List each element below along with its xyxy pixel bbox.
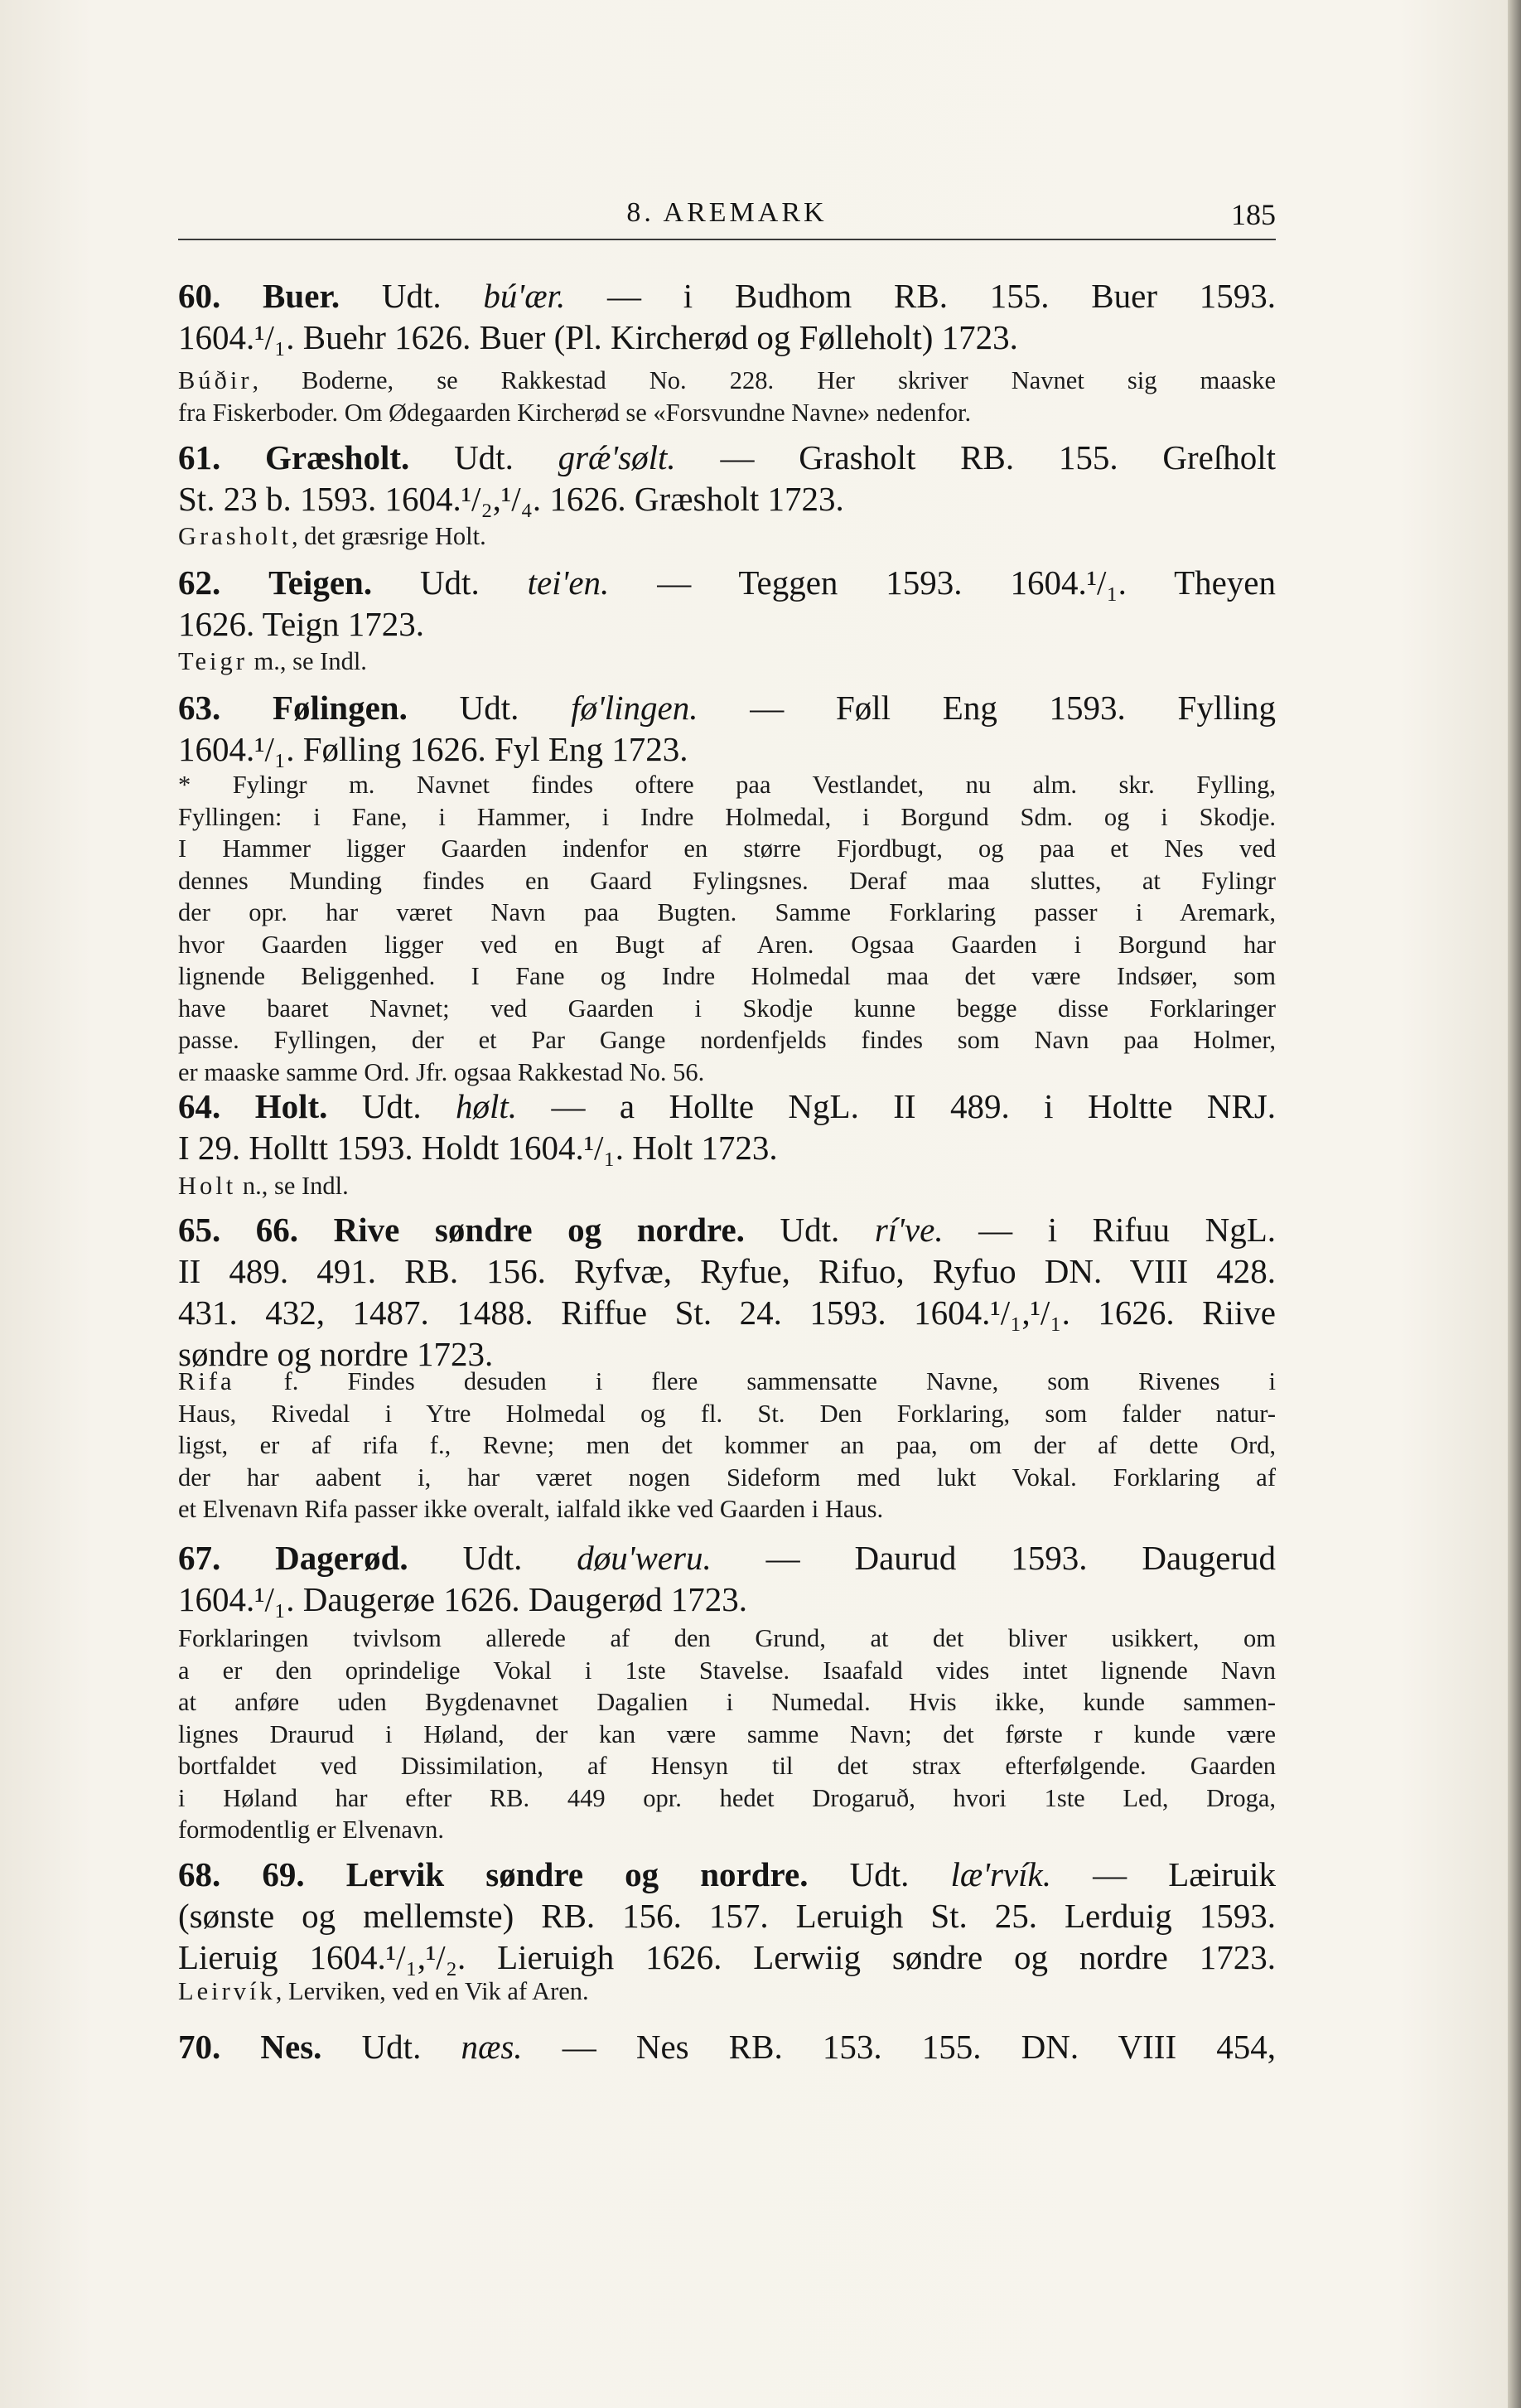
entry-61	[178, 437, 1276, 520]
note-line: er maaske samme Ord. Jfr. ogsaa Rakkestad No. 56.	[178, 1057, 705, 1086]
entry-forms-line: II 489. 491. RB. 156. Ryfvæ, Ryfue, Rifuo, Ryfuo DN. VIII 428.	[178, 1252, 1276, 1290]
entry-number: 64.	[178, 1087, 221, 1125]
note-line	[178, 1975, 1276, 2008]
entry-heading-line	[178, 1537, 1276, 1579]
note-line: bortfaldet ved Dissimilation, af Hensyn til det strax efterfølgende. Gaarden	[178, 1752, 1276, 1780]
entry-name: Følingen.	[272, 689, 408, 727]
note-text: , Lerviken, ved en Vik af Aren.	[275, 1977, 589, 2005]
pronunciation: grǽ'sølt.	[558, 438, 676, 476]
entry-60-note	[178, 365, 1276, 428]
entry-forms: — i Budhom RB. 155. Buer 1593.	[607, 277, 1277, 315]
page-header	[178, 192, 1276, 240]
entry-heading-line	[178, 1854, 1276, 1895]
etymon: Búðir	[178, 366, 253, 394]
note-line	[178, 646, 1276, 678]
note-line: et Elvenavn Rifa passer ikke overalt, ialfald ikke ved Gaarden i Haus.	[178, 1495, 884, 1523]
udt-label: Udt.	[381, 277, 442, 315]
entry-65-66	[178, 1209, 1276, 1375]
entry-forms: — Teggen 1593. 1604.¹/₁. Theyen	[657, 563, 1277, 602]
entry-63	[178, 687, 1276, 770]
entry-60	[178, 275, 1276, 358]
note-line: lignende Beliggenhed. I Fane og Indre Holmedal maa det være Indsøer, som	[178, 962, 1276, 990]
udt-label: Udt.	[849, 1855, 910, 1893]
note-line: ligst, er af rifa f., Revne; men det kommer an paa, om der af dette Ord,	[178, 1431, 1276, 1459]
entry-number: 62.	[178, 563, 221, 602]
entry-heading-line	[178, 2026, 1276, 2067]
entry-forms-line: I 29. Holltt 1593. Holdt 1604.¹/₁. Holt 1723.	[178, 1129, 778, 1167]
note-line: * Fylingr m. Navnet findes oftere paa Vestlandet, nu alm. skr. Fylling,	[178, 771, 1276, 799]
entry-forms-line: 1604.¹/₁. Følling 1626. Fyl Eng 1723.	[178, 730, 688, 768]
entry-forms: — i Rifuu NgL.	[978, 1211, 1277, 1249]
entry-name: Holt.	[254, 1087, 328, 1125]
udt-label: Udt.	[454, 438, 514, 476]
etymon: Grasholt	[178, 522, 292, 550]
note-line	[178, 520, 1276, 553]
etymon: Leirvík	[178, 1977, 276, 2005]
note-line: Haus, Rivedal i Ytre Holmedal og fl. St. Den Forklaring, som falder natur-	[178, 1399, 1276, 1428]
pronunciation: bú'ær.	[483, 277, 566, 315]
entry-number: 68. 69.	[178, 1855, 305, 1893]
entry-64-note	[178, 1170, 1276, 1202]
note-line	[178, 1170, 1276, 1202]
note-line: a er den oprindelige Vokal i 1ste Stavelse. Isaafald vides intet lignende Navn	[178, 1656, 1276, 1685]
entry-name: Teigen.	[268, 563, 373, 602]
entry-68-69	[178, 1854, 1276, 1978]
note-line: dennes Munding findes en Gaard Fylingsnes. Deraf maa sluttes, at Fylingr	[178, 866, 1276, 895]
note-text: , Boderne, se Rakkestad No. 228. Her skriver Navnet sig maaske	[252, 366, 1276, 394]
note-text: f. Findes desuden i flere sammensatte Navne, som Rivenes i	[234, 1367, 1276, 1395]
entry-forms: — Grasholt RB. 155. Greſholt	[720, 438, 1277, 476]
udt-label: Udt.	[462, 1539, 523, 1577]
note-text: , det græsrige Holt.	[292, 522, 486, 550]
entry-67-note	[178, 1622, 1276, 1846]
note-line: Fyllingen: i Fane, i Hammer, i Indre Holmedal, i Borgund Sdm. og i Skodje.	[178, 802, 1276, 831]
entry-65-66-note	[178, 1366, 1276, 1526]
page-edge-shadow	[1508, 0, 1521, 2408]
pronunciation: rí've.	[874, 1211, 944, 1249]
entry-forms-line: St. 23 b. 1593. 1604.¹/₂,¹/₄. 1626. Græsholt 1723.	[178, 480, 844, 518]
entry-62-note	[178, 646, 1276, 678]
entry-63-note	[178, 769, 1276, 1088]
note-line: Forklaringen tvivlsom allerede af den Grund, at det bliver usikkert, om	[178, 1624, 1276, 1652]
pronunciation: døu'weru.	[577, 1539, 712, 1577]
entry-heading-line	[178, 1209, 1276, 1250]
note-line	[178, 1366, 1276, 1398]
pronunciation: tei'en.	[527, 563, 610, 602]
note-line: formodentlig er Elvenavn.	[178, 1816, 444, 1844]
entry-61-note	[178, 520, 1276, 553]
entry-name: Græsholt.	[265, 438, 410, 476]
pronunciation: fø'lingen.	[571, 689, 698, 727]
note-text: n., se Indl.	[236, 1172, 349, 1200]
note-line: at anføre uden Bygdenavnet Dagalien i Numedal. Hvis ikke, kunde sammen-	[178, 1688, 1276, 1716]
entry-62	[178, 562, 1276, 645]
etymon: Holt	[178, 1172, 237, 1200]
note-line: I Hammer ligger Gaarden indenfor en større Fjordbugt, og paa et Nes ved	[178, 834, 1276, 863]
udt-label: Udt.	[361, 2028, 422, 2066]
etymon: Teigr	[178, 647, 248, 675]
entry-forms-line: 1604.¹/₁. Daugerøe 1626. Daugerød 1723.	[178, 1580, 747, 1618]
pronunciation: næs.	[461, 2028, 523, 2066]
udt-label: Udt.	[361, 1087, 422, 1125]
entry-67	[178, 1537, 1276, 1620]
entry-heading-line	[178, 562, 1276, 603]
note-line: fra Fiskerboder. Om Ødegaarden Kircherød se «Forsvundne Navne» nedenfor.	[178, 398, 972, 427]
entry-heading-line	[178, 687, 1276, 728]
udt-label: Udt.	[419, 563, 480, 602]
entry-forms-line: 431. 432, 1487. 1488. Riffue St. 24. 1593. 1604.¹/₁,¹/₁. 1626. Riive	[178, 1293, 1276, 1332]
entry-64	[178, 1086, 1276, 1168]
entry-forms: — a Hollte NgL. II 489. i Holtte NRJ.	[551, 1087, 1277, 1125]
running-title: 8. AREMARK	[626, 197, 828, 228]
entry-number: 63.	[178, 689, 221, 727]
entry-heading-line	[178, 1086, 1276, 1127]
entry-forms: — Daurud 1593. Daugerud	[765, 1539, 1277, 1577]
entry-70	[178, 2026, 1276, 2067]
entry-forms-line: søndre og nordre 1723.	[178, 1335, 494, 1373]
etymon: Rifa	[178, 1367, 235, 1395]
entry-name: Nes.	[260, 2028, 322, 2066]
entry-number: 65. 66.	[178, 1211, 299, 1249]
entry-68-69-note	[178, 1975, 1276, 2008]
note-line: i Høland har efter RB. 449 opr. hedet Drogaruð, hvori 1ste Led, Droga,	[178, 1783, 1276, 1812]
note-line: der har aabent i, har været nogen Sideform med lukt Vokal. Forklaring af	[178, 1463, 1276, 1492]
entry-number: 61.	[178, 438, 221, 476]
entry-forms-line: 1604.¹/₁. Buehr 1626. Buer (Pl. Kircherød og Følleholt) 1723.	[178, 318, 1018, 356]
entry-forms-line: (sønste og mellemste) RB. 156. 157. Leruigh St. 25. Lerduig 1593.	[178, 1897, 1276, 1935]
udt-label: Udt.	[780, 1211, 840, 1249]
pronunciation: hølt.	[456, 1087, 518, 1125]
entry-name: Buer.	[263, 277, 340, 315]
page-number: 185	[1231, 198, 1276, 231]
entry-number: 60.	[178, 277, 221, 315]
pronunciation: læ'rvík.	[950, 1855, 1051, 1893]
entry-forms-line: Lieruig 1604.¹/₁,¹/₂. Lieruigh 1626. Lerwiig søndre og nordre 1723.	[178, 1938, 1276, 1976]
note-line	[178, 365, 1276, 397]
udt-label: Udt.	[459, 689, 519, 727]
note-line: hvor Gaarden ligger ved en Bugt af Aren. Ogsaa Gaarden i Borgund har	[178, 930, 1276, 959]
entry-number: 67.	[178, 1539, 221, 1577]
entry-name: Rive søndre og nordre.	[333, 1211, 745, 1249]
entry-name: Dagerød.	[275, 1539, 408, 1577]
note-line: have baaret Navnet; ved Gaarden i Skodje kunne begge disse Forklaringer	[178, 994, 1276, 1023]
entry-forms: — Føll Eng 1593. Fylling	[750, 689, 1277, 727]
entry-name: Lervik søndre og nordre.	[345, 1855, 809, 1893]
entry-number: 70.	[178, 2028, 221, 2066]
note-line: der opr. har været Navn paa Bugten. Samme Forklaring passer i Aremark,	[178, 898, 1276, 926]
entry-forms: — Nes RB. 153. 155. DN. VIII 454,	[562, 2028, 1277, 2066]
entry-forms-line: 1626. Teign 1723.	[178, 605, 425, 643]
note-text: m., se Indl.	[247, 647, 367, 675]
note-line: passe. Fyllingen, der et Par Gange nordenfjelds findes som Navn paa Holmer,	[178, 1026, 1276, 1054]
entry-heading-line	[178, 437, 1276, 478]
entry-forms: — Læiruik	[1093, 1855, 1277, 1893]
entry-heading-line	[178, 275, 1276, 317]
note-line: lignes Draurud i Høland, der kan være samme Navn; det første r kunde være	[178, 1719, 1276, 1748]
